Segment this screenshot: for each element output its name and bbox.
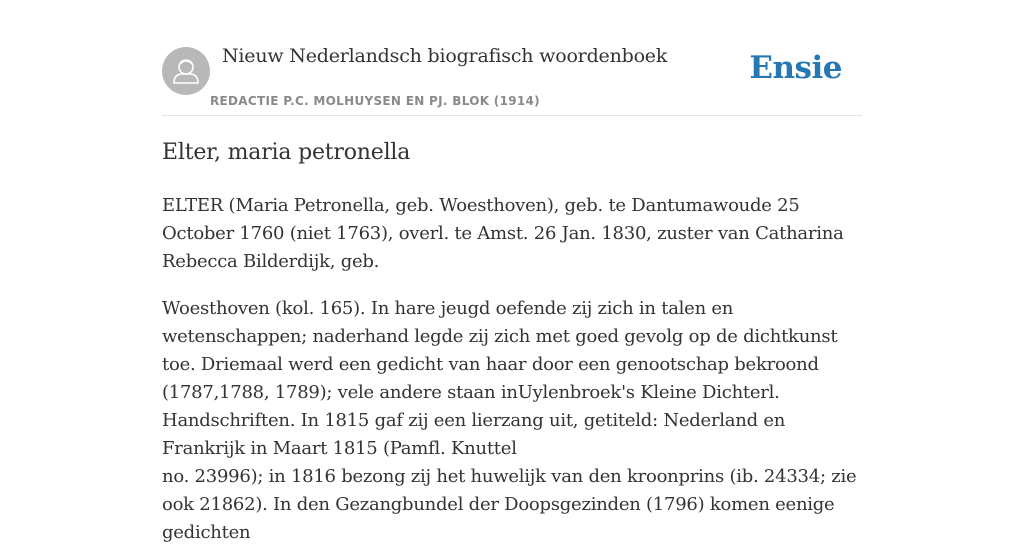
entry-paragraph: Woesthoven (kol. 165). In hare jeugd oefende zij zich in talen en wetenschappen; naderhand legde zij zich met goed gevolg op de dichtkunst toe. Driemaal werd een gedicht van haar door een genootschap bekroond (1787,1788, 1789); vele andere staan inUylenbroek's Kleine Dichterl. Handschriften. In 1815 gaf zij een lierzang uit, getiteld: Nederland en Frankrijk in Maart 1815 (Pamfl. Knuttel [162, 298, 838, 459]
user-icon [162, 47, 210, 95]
book-title[interactable]: Nieuw Nederlandsch biografisch woordenboek [222, 45, 668, 67]
entry-paragraph: no. 23996); in 1816 bezong zij het huwelijk van den kroonprins (ib. 24334; zie ook 21862). In den Gezangbundel der Doopsgezinden (1796) komen eenige gedichten [162, 466, 857, 543]
header [162, 0, 862, 116]
entry-title: Elter, maria petronella [162, 140, 411, 165]
book-editors: REDACTIE P.C. MOLHUYSEN EN PJ. BLOK (1914) [210, 94, 540, 108]
author-avatar[interactable] [162, 47, 210, 95]
page-container [162, 0, 862, 543]
entry-paragraph: ELTER (Maria Petronella, geb. Woesthoven), geb. te Dantumawoude 25 October 1760 (niet 1763), overl. te Amst. 26 Jan. 1830, zuster van Catharina Rebecca Bilderdijk, geb. [162, 195, 844, 272]
brand-logo[interactable]: Ensie [749, 50, 842, 86]
